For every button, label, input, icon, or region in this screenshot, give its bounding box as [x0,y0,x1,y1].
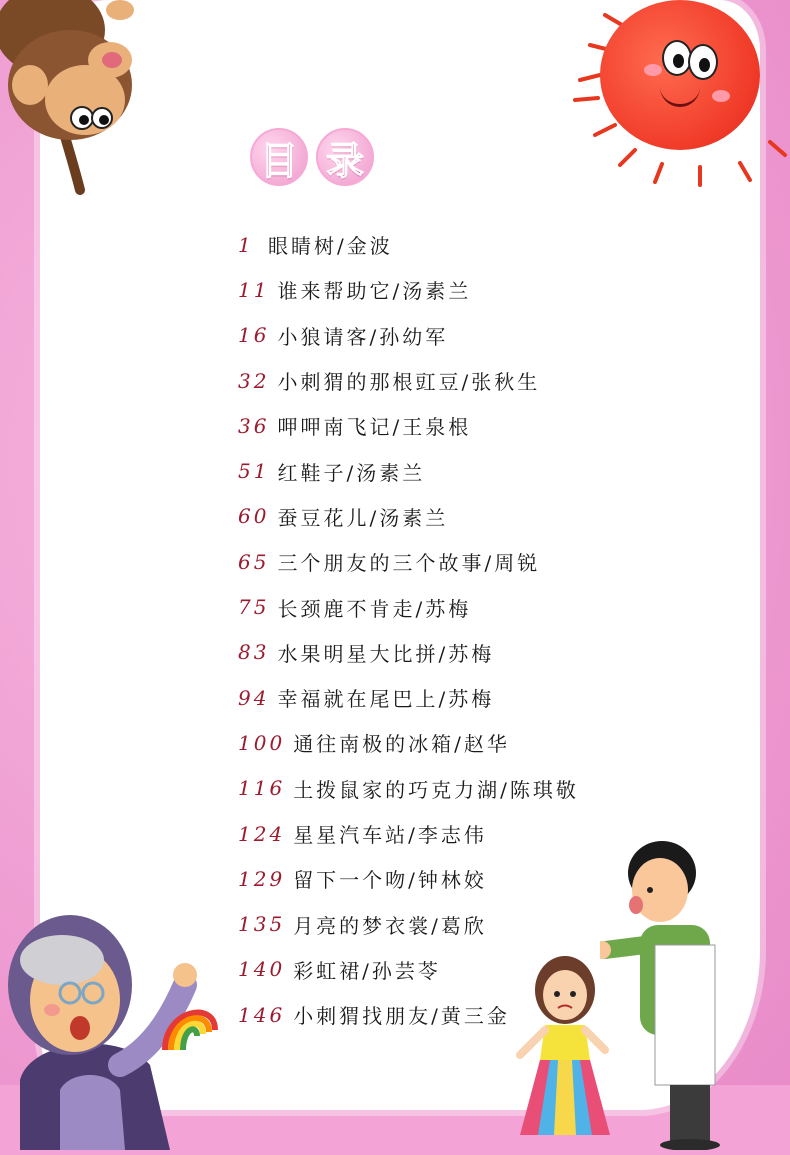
toc-entry-title: 水果明星大比拼/苏梅 [277,641,495,666]
toc-page-number: 51 [238,459,270,484]
toc-entry-title: 呷呷南飞记/王泉根 [277,415,472,440]
toc-entry-title: 三个朋友的三个故事/周锐 [277,551,541,576]
toc-item[interactable] [238,313,758,358]
toc-item[interactable] [238,630,758,675]
toc-page-number: 146 [238,1002,286,1027]
toc-page-number: 100 [238,730,286,755]
sun-right-cheek [712,90,730,102]
toc-entry-title: 幸福就在尾巴上/苏梅 [277,687,495,712]
sun-illustration [600,0,760,150]
toc-page-number: 124 [238,821,286,846]
toc-entry-title: 星星汽车站/李志伟 [293,823,487,847]
toc-page-number: 36 [238,413,270,438]
toc-item[interactable] [238,448,758,493]
toc-entry-title: 谁来帮助它/汤素兰 [277,279,472,304]
toc-item[interactable] [238,766,758,811]
sun-right-pupil [699,58,710,72]
toc-heading [250,128,374,188]
toc-item[interactable] [238,358,758,403]
sun-right-eye [688,44,718,80]
toc-entry-title: 红鞋子/汤素兰 [277,460,426,485]
toc-entry-title: 月亮的梦衣裳/葛欣 [293,913,487,938]
toc-entry-title: 彩虹裙/孙芸苓 [293,958,441,983]
toc-page-number: 65 [238,549,270,574]
heading-char-2: 录 [316,128,374,186]
toc-item[interactable] [238,584,758,629]
toc-page-number: 16 [238,323,270,348]
toc-item[interactable] [238,720,758,765]
toc-entry-title: 通往南极的冰箱/赵华 [293,732,510,757]
toc-page-number: 135 [238,912,286,937]
toc-entry-title: 留下一个吻/钟林姣 [293,868,487,893]
toc-page-number: 83 [238,640,270,665]
toc-page-number: 116 [238,776,286,801]
toc-entry-title: 小刺猬的那根豇豆/张秋生 [277,370,541,395]
sun-left-cheek [644,64,662,76]
toc-entry-title: 蚕豆花儿/汤素兰 [277,505,449,530]
toc-item[interactable] [238,494,758,539]
toc-item[interactable] [238,222,758,267]
toc-page-number: 75 [238,595,270,620]
toc-page-number: 60 [238,504,270,529]
toc-page-number: 129 [238,866,286,891]
toc-entry-title: 长颈鹿不肯走/苏梅 [277,596,472,621]
monkey-illustration [0,0,160,210]
toc-page-number: 140 [238,957,286,982]
toc-page-number: 11 [238,277,270,302]
toc-page-number: 32 [238,368,270,393]
toc-page-number: 94 [238,685,270,710]
father-illustration [600,835,770,1150]
toc-item[interactable] [238,675,758,720]
toc-entry-title: 小刺猬找朋友/黄三金 [293,1004,510,1029]
heading-char-1: 目 [250,128,308,186]
toc-entry-title: 土拨鼠家的巧克力湖/陈琪敬 [293,777,579,802]
toc-page-number: 1 [238,232,254,257]
sun-smile [660,82,700,107]
toc-item[interactable] [238,539,758,584]
sun-left-pupil [673,54,684,68]
toc-item[interactable] [238,267,758,312]
toc-item[interactable] [238,403,758,448]
rainbow-illustration [160,990,220,1060]
toc-entry-title: 小狼请客/孙幼军 [277,324,449,349]
toc-entry-title: 眼睛树/金波 [268,234,393,259]
